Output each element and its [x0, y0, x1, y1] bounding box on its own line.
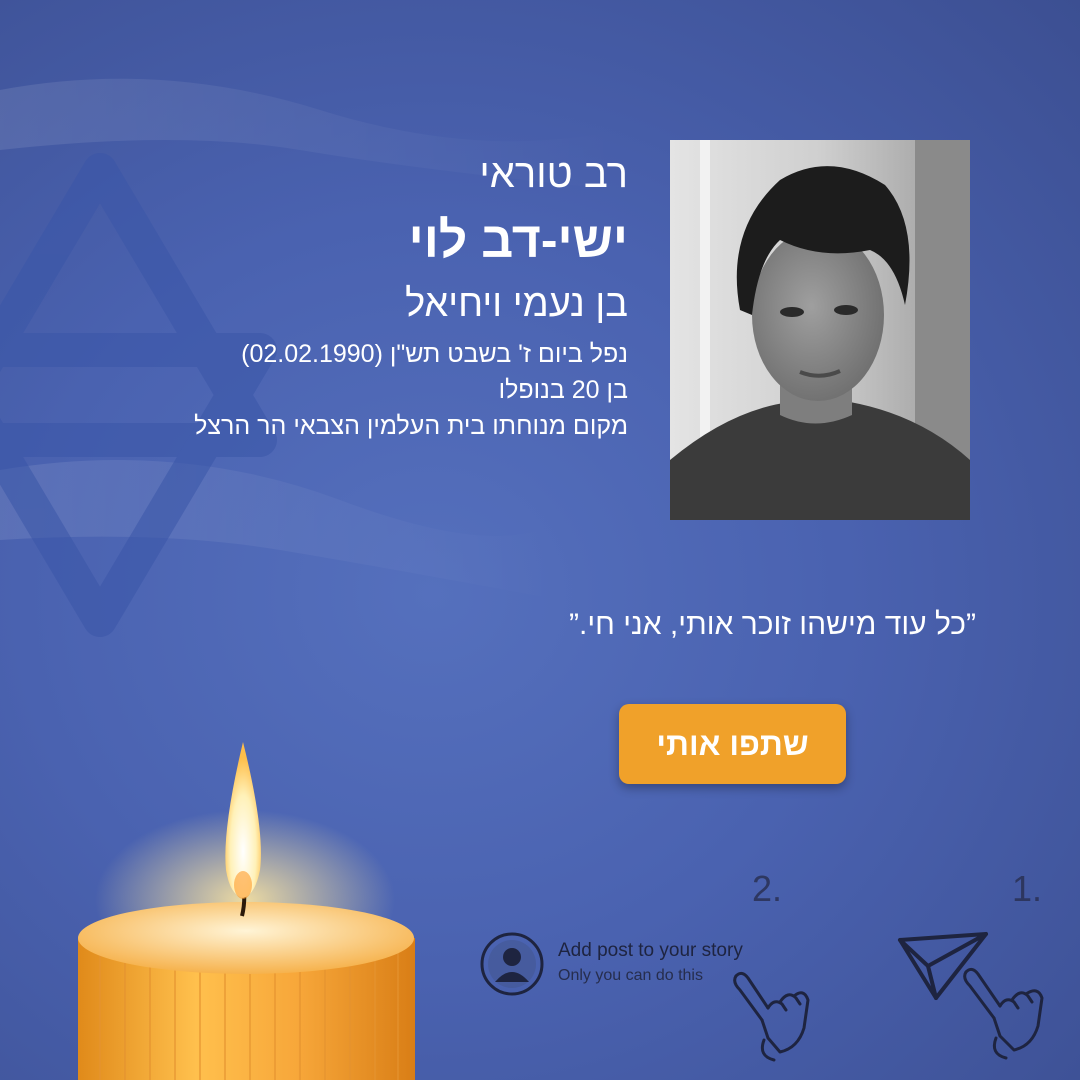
add-to-story-title: Add post to your story — [558, 940, 743, 961]
parents-names: בן נעמי ויחיאל — [405, 283, 628, 325]
memorial-text — [68, 150, 628, 444]
fell-date: נפל ביום ז' בשבט תש"ן (02.02.1990) — [241, 339, 628, 368]
add-to-story-subtitle: Only you can do this — [558, 967, 703, 984]
burial-place: מקום מנוחתו בית העלמין הצבאי הר הרצל — [194, 412, 628, 441]
memorial-details — [68, 336, 628, 445]
military-rank: רב טוראי — [479, 152, 628, 196]
memorial-quote: ”כל עוד מישהו זוכר אותי, אני חי.” — [569, 608, 976, 641]
user-avatar-icon — [480, 932, 544, 996]
pointing-hand-icon — [728, 968, 812, 1064]
pointing-hand-icon — [958, 962, 1048, 1062]
portrait-photo — [670, 140, 970, 520]
step-1-number: 1. — [1012, 868, 1043, 909]
memorial-candle — [60, 720, 440, 1080]
age-at-death: בן 20 בנופלו — [498, 375, 628, 404]
step-2-number: 2. — [752, 868, 783, 909]
fallen-name: ישי-דב לוי — [408, 212, 628, 268]
share-button[interactable]: שתפו אותי — [619, 704, 846, 784]
